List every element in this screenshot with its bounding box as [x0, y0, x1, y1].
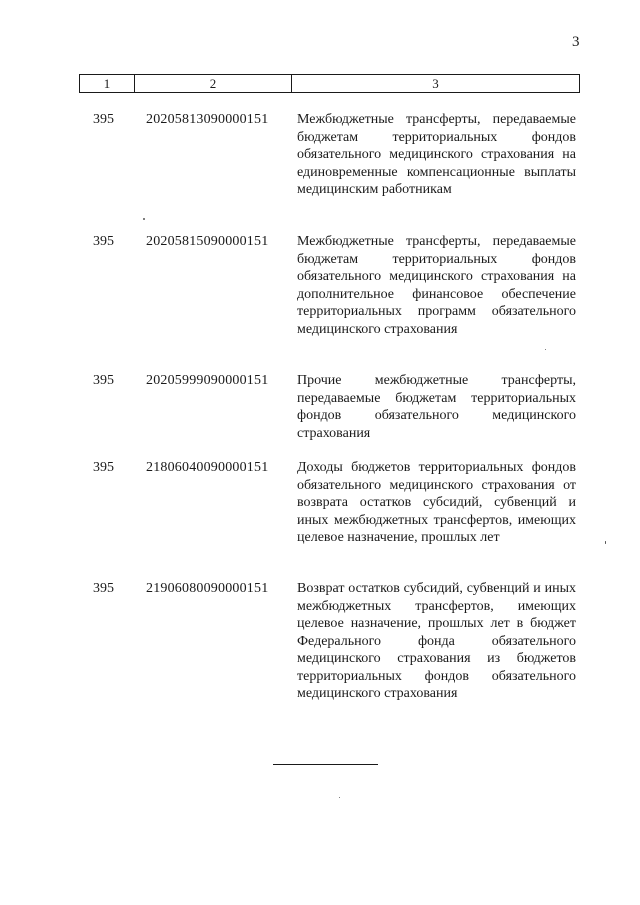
income-description: Доходы бюджетов территориальных фондов обязательного медицинского страхования от возврата остатков субсидий, субвенций и иных межбюджетных трансфертов, имеющих целевое назначение, прошлых лет — [297, 460, 576, 545]
table-header — [79, 74, 580, 93]
admin-code: 395 — [93, 581, 114, 596]
income-code: 20205815090000151 — [146, 234, 269, 249]
income-code: 20205813090000151 — [146, 112, 269, 127]
income-description: Возврат остатков субсидий, субвенций и иных межбюджетных трансфертов, имеющих целевое назначение, прошлых лет в бюджет Федерального фонда обязательного медицинского страхования из бюджетов территориальных фондов обязательного медицинского страхования — [297, 581, 576, 701]
income-code: 21806040090000151 — [146, 460, 269, 475]
income-description: Прочие межбюджетные трансферты, передаваемые бюджетам территориальных фондов обязательного медицинского страхования — [297, 373, 576, 441]
income-description: Межбюджетные трансферты, передаваемые бюджетам территориальных фондов обязательного медицинского страхования на дополнительное финансовое обеспечение территориальных программ обязательного медицинского страхования — [297, 234, 576, 337]
admin-code: 395 — [93, 460, 114, 475]
column-header-1: 1 — [80, 75, 135, 92]
column-header-2: 2 — [135, 75, 292, 92]
income-code: 21906080090000151 — [146, 581, 269, 596]
column-header-3: 3 — [432, 76, 439, 91]
income-description: Межбюджетные трансферты, передаваемые бюджетам территориальных фондов обязательного медицинского страхования на единовременные компенсационные выплаты медицинским работникам — [297, 112, 576, 197]
admin-code: 395 — [93, 373, 114, 388]
scan-speck — [339, 797, 340, 798]
scan-speck — [545, 349, 546, 350]
income-code: 20205999090000151 — [146, 373, 269, 388]
scan-speck — [143, 218, 145, 220]
admin-code: 395 — [93, 112, 114, 127]
page-number: 3 — [572, 34, 580, 50]
admin-code: 395 — [93, 234, 114, 249]
closing-divider — [273, 764, 378, 765]
scan-speck — [605, 541, 606, 544]
